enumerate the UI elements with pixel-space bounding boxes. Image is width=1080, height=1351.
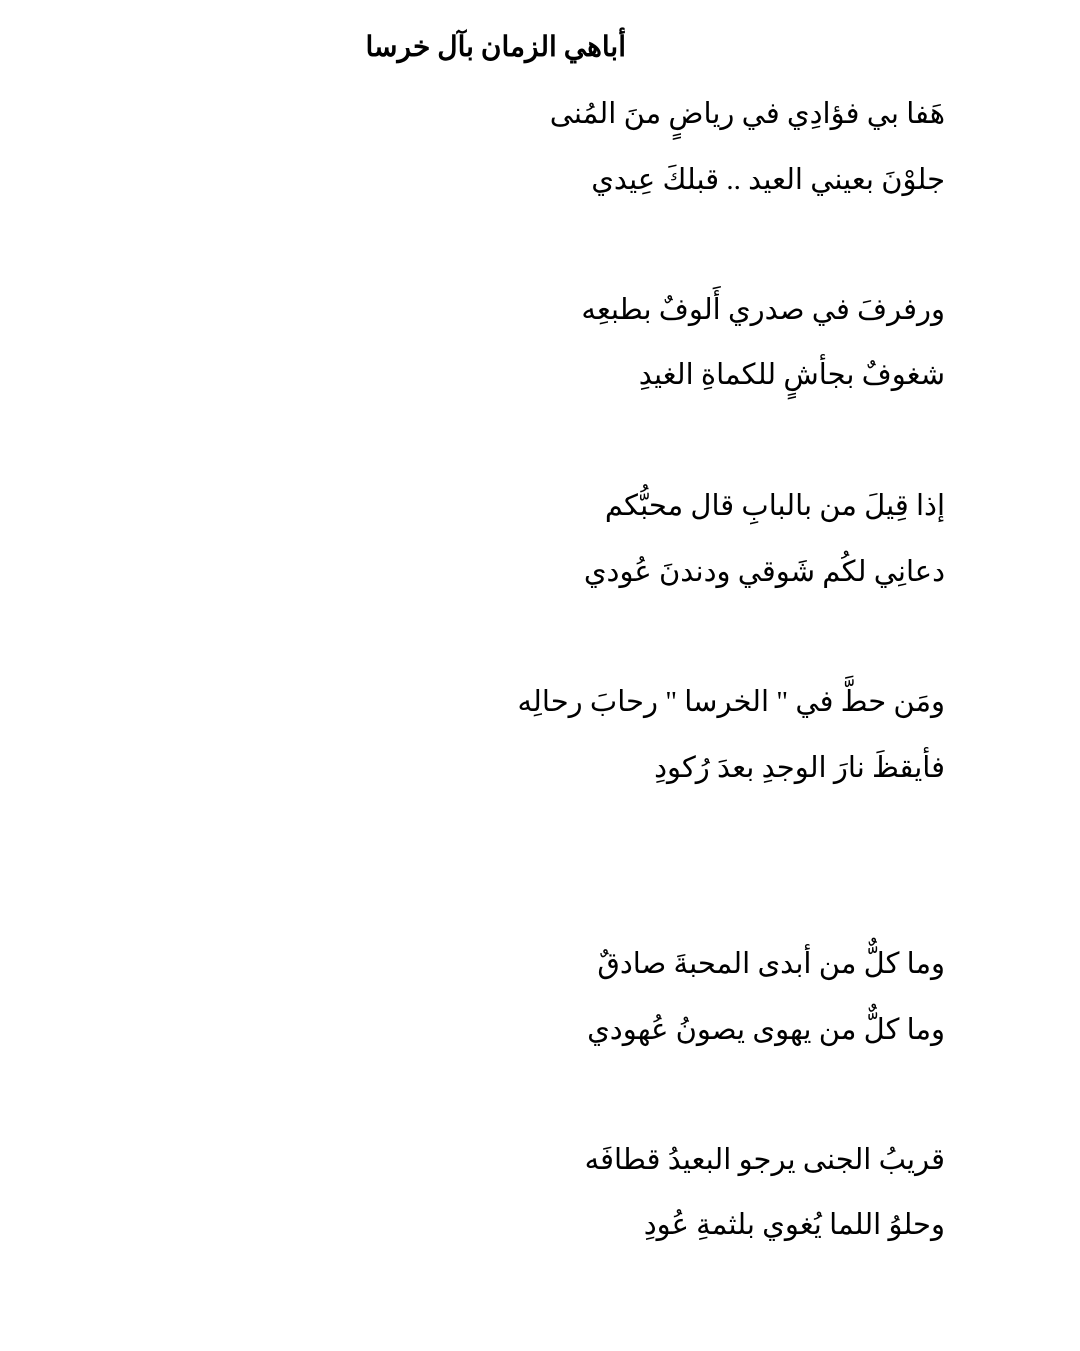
verse-line: ورفرفَ في صدري أَلوفٌ بطبعِه: [581, 294, 945, 326]
verse-line: شغوفٌ بجأشٍ للكماةِ الغيدِ: [638, 359, 945, 391]
verse-line: ومَن حطَّ في " الخرسا " رحابَ رحالِه: [517, 686, 945, 718]
verse-line: وما كلٌّ من أبدى المحبةَ صادقٌ: [597, 948, 945, 980]
verse-line: هَفا بي فؤادِي في رياضٍ منَ المُنى: [549, 98, 945, 130]
poem-title: أباهي الزمان بآل خرسا: [365, 32, 626, 63]
verse-line: وما كلٌّ من يهوى يصونُ عُهودي: [587, 1014, 945, 1046]
verse-line: دعانِي لكُم شَوقي ودندنَ عُودي: [583, 556, 945, 588]
verse-line: قريبُ الجنى يرجو البعيدُ قطافَه: [584, 1144, 945, 1176]
verse-line: إذا قِيلَ من بالبابِ قال محبُّكم: [604, 490, 945, 522]
verse-line: فأيقظَ نارَ الوجدِ بعدَ رُكودِ: [654, 752, 945, 784]
verse-line: جلوْنَ بعيني العيد .. قبلكَ عِيدي: [591, 164, 945, 196]
verse-line: وحلوُ اللما يُغوي بلثمةِ عُودِ: [643, 1209, 945, 1241]
